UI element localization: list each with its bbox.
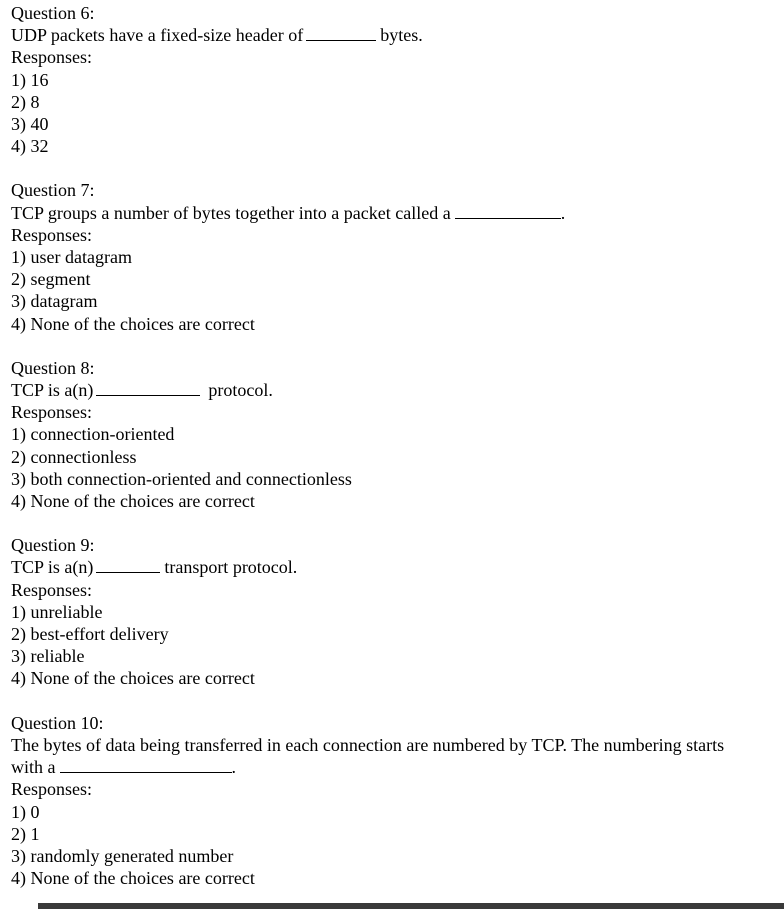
question-10	[11, 712, 781, 890]
prompt-text-after: bytes.	[380, 25, 423, 46]
prompt-text: TCP groups a number of bytes together into a packet called a	[11, 202, 451, 223]
question-8	[11, 357, 781, 512]
prompt-text-after: transport protocol.	[164, 557, 298, 578]
response-option: 3) reliable	[11, 646, 85, 667]
response-option: 3) randomly generated number	[11, 845, 234, 866]
answer-blank	[455, 204, 561, 219]
question-prompt	[11, 202, 781, 224]
response-option: 3) 40	[11, 114, 49, 135]
response-option: 1) 16	[11, 69, 49, 90]
question-prompt	[11, 379, 781, 401]
responses-label: Responses:	[11, 779, 92, 800]
responses-label: Responses:	[11, 47, 92, 68]
response-option: 2) segment	[11, 269, 91, 290]
question-heading: Question 6:	[11, 3, 95, 23]
prompt-text-after: .	[560, 202, 566, 223]
question-heading: Question 10:	[11, 712, 104, 733]
response-option: 4) None of the choices are correct	[11, 313, 255, 334]
answer-blank	[96, 381, 200, 396]
prompt-text: TCP is a(n)	[11, 557, 94, 578]
response-option: 3) both connection-oriented and connectionless	[11, 468, 352, 489]
responses-label: Responses:	[11, 402, 92, 423]
question-heading: Question 9:	[11, 535, 95, 556]
response-option: 4) None of the choices are correct	[11, 491, 255, 512]
question-prompt	[11, 756, 781, 778]
responses-label: Responses:	[11, 224, 92, 245]
answer-blank	[60, 758, 232, 773]
prompt-text: UDP packets have a fixed-size header of	[11, 25, 304, 46]
response-option: 4) None of the choices are correct	[11, 868, 255, 889]
response-option: 1) user datagram	[11, 247, 132, 268]
question-prompt-line1: The bytes of data being transferred in each connection are numbered by TCP. The numbering starts	[11, 734, 725, 755]
response-option: 1) connection-oriented	[11, 424, 175, 445]
question-7	[11, 179, 781, 334]
question-heading: Question 7:	[11, 180, 95, 201]
prompt-text-after: .	[231, 757, 236, 778]
response-option: 2) best-effort delivery	[11, 624, 169, 645]
answer-blank	[96, 558, 160, 573]
question-heading: Question 8:	[11, 357, 95, 378]
question-9	[11, 534, 781, 689]
response-option: 3) datagram	[11, 291, 98, 312]
prompt-text-after: protocol.	[208, 380, 273, 401]
response-option: 2) 1	[11, 823, 40, 844]
response-option: 4) 32	[11, 136, 49, 157]
response-option: 2) 8	[11, 91, 40, 112]
response-option: 4) None of the choices are correct	[11, 668, 255, 689]
prompt-text: with a	[11, 757, 56, 778]
response-option: 1) 0	[11, 801, 40, 822]
question-prompt	[11, 556, 781, 578]
prompt-text: TCP is a(n)	[11, 380, 94, 401]
question-prompt	[11, 24, 781, 46]
answer-blank	[306, 26, 376, 41]
response-option: 1) unreliable	[11, 601, 103, 622]
response-option: 2) connectionless	[11, 446, 137, 467]
question-6	[11, 2, 781, 157]
horizontal-scrollbar[interactable]	[38, 903, 784, 909]
quiz-document	[11, 2, 781, 911]
responses-label: Responses:	[11, 579, 92, 600]
